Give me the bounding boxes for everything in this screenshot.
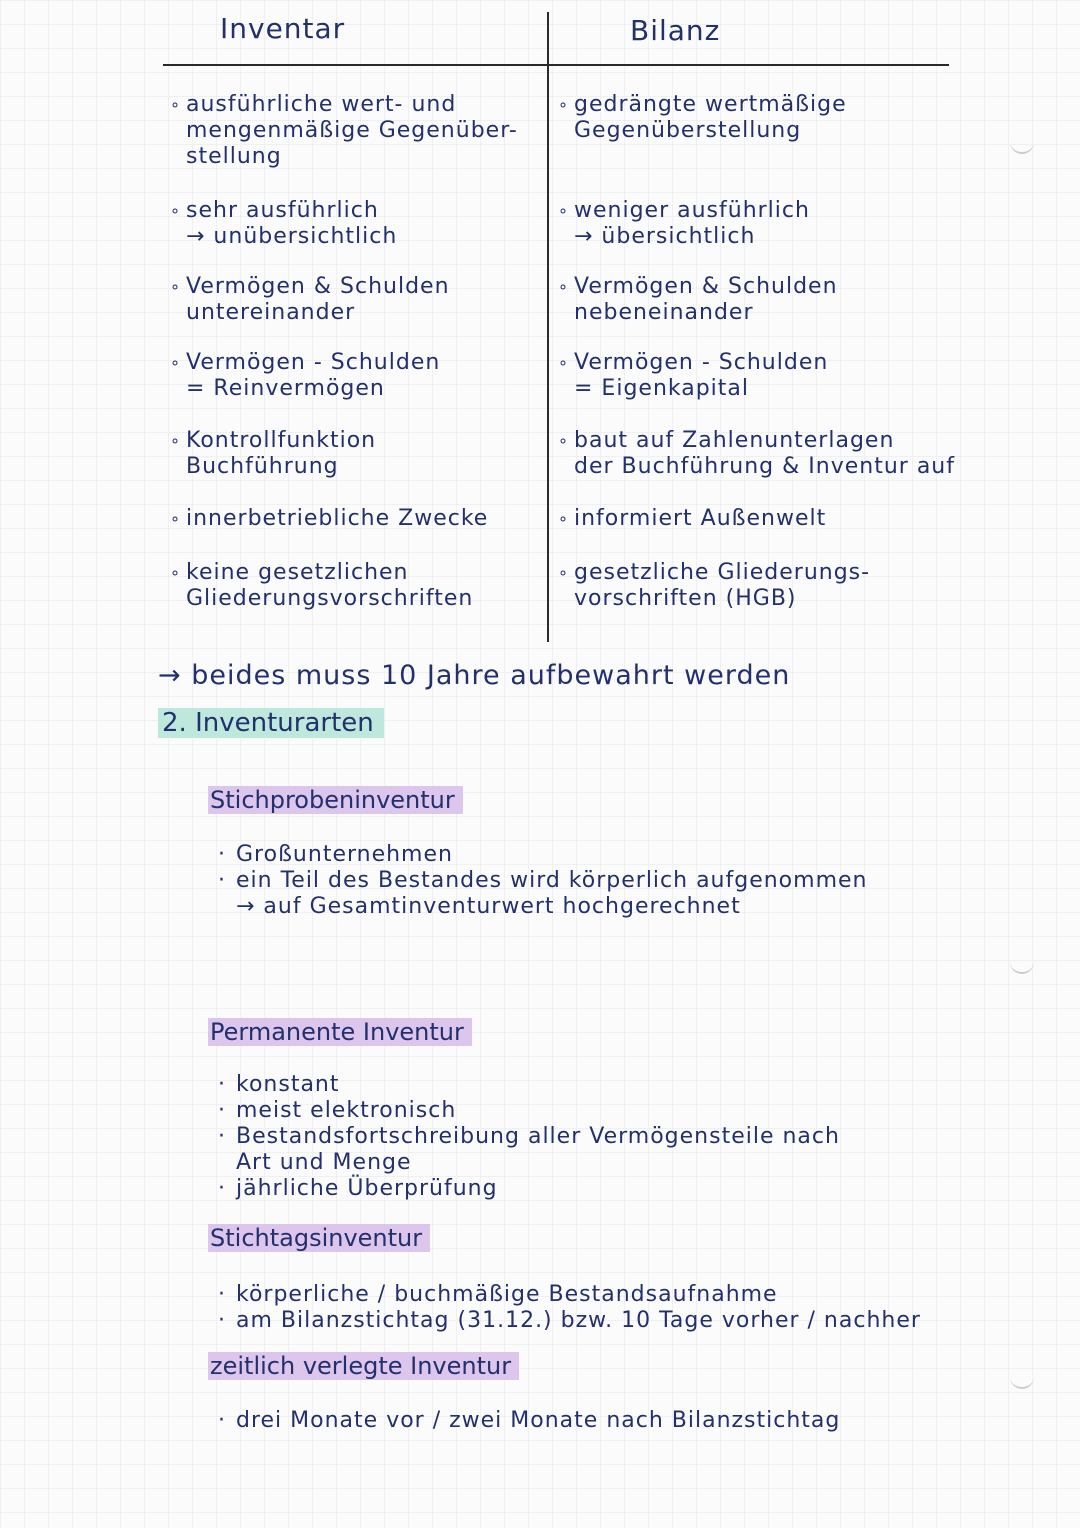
list-item bbox=[218, 1176, 840, 1202]
cell-line: weniger ausführlich bbox=[574, 198, 810, 223]
bullet-icon: ∘ bbox=[170, 431, 182, 450]
bilanz-cell bbox=[558, 92, 847, 144]
cell-line: innerbetriebliche Zwecke bbox=[186, 506, 489, 531]
cell-line: ausführliche wert- und bbox=[186, 92, 457, 117]
bullet-icon: ∘ bbox=[170, 509, 182, 528]
inventar-cell bbox=[170, 198, 398, 250]
inventar-cell bbox=[170, 350, 441, 402]
list-item bbox=[218, 1124, 840, 1176]
cell-line: gedrängte wertmäßige bbox=[574, 92, 847, 117]
list-item-line: · drei Monate vor / zwei Monate nach Bilanzstichtag bbox=[236, 1408, 841, 1433]
list-item-line: · am Bilanzstichtag (31.12.) bzw. 10 Tage vorher / nachher bbox=[236, 1308, 921, 1333]
subsection-title: Permanente Inventur bbox=[208, 1018, 472, 1046]
table-divider-vertical bbox=[547, 12, 549, 642]
cell-line: stellung bbox=[186, 144, 282, 169]
binder-hole bbox=[1010, 140, 1034, 154]
list-item bbox=[218, 868, 868, 920]
list-item bbox=[218, 1308, 921, 1334]
cell-line: mengenmäßige Gegenüber- bbox=[186, 118, 518, 143]
cell-line: = Reinvermögen bbox=[186, 376, 385, 401]
subsection-list bbox=[218, 1282, 921, 1334]
subsection-list bbox=[218, 1072, 840, 1202]
bullet-icon: ∘ bbox=[558, 201, 570, 220]
list-item-line: → auf Gesamtinventurwert hochgerechnet bbox=[236, 894, 741, 919]
cell-line: vorschriften (HGB) bbox=[574, 586, 797, 611]
inventar-cell bbox=[170, 92, 518, 170]
bilanz-cell bbox=[558, 198, 810, 250]
bullet-icon: ∘ bbox=[558, 277, 570, 296]
inventar-cell bbox=[170, 506, 489, 532]
cell-line: Gliederungsvorschriften bbox=[186, 586, 474, 611]
bullet-icon: ∘ bbox=[558, 95, 570, 114]
cell-line: untereinander bbox=[186, 300, 356, 325]
bullet-icon: ∘ bbox=[558, 509, 570, 528]
cell-line: der Buchführung & Inventur auf bbox=[574, 454, 955, 479]
table-divider-horizontal bbox=[163, 64, 949, 66]
bullet-icon: ∘ bbox=[170, 277, 182, 296]
bullet-icon: ∘ bbox=[170, 95, 182, 114]
list-item bbox=[218, 1098, 840, 1124]
cell-line: sehr ausführlich bbox=[186, 198, 379, 223]
inventar-cell bbox=[170, 560, 474, 612]
binder-hole bbox=[1010, 1375, 1034, 1389]
list-item-line: · körperliche / buchmäßige Bestandsaufnahme bbox=[236, 1282, 778, 1307]
cell-line: Buchführung bbox=[186, 454, 339, 479]
cell-line: baut auf Zahlenunterlagen bbox=[574, 428, 895, 453]
bilanz-cell bbox=[558, 428, 955, 480]
list-item-line: · ein Teil des Bestandes wird körperlich aufgenommen bbox=[236, 868, 868, 893]
retention-note: → beides muss 10 Jahre aufbewahrt werden bbox=[158, 660, 791, 691]
cell-line: Vermögen - Schulden bbox=[574, 350, 829, 375]
list-item-line: · konstant bbox=[236, 1072, 340, 1097]
cell-line: informiert Außenwelt bbox=[574, 506, 827, 531]
cell-line: Vermögen & Schulden bbox=[186, 274, 450, 299]
bilanz-cell bbox=[558, 274, 838, 326]
cell-line: nebeneinander bbox=[574, 300, 754, 325]
cell-line: → übersichtlich bbox=[574, 224, 756, 249]
bullet-icon: ∘ bbox=[170, 563, 182, 582]
bullet-icon: ∘ bbox=[170, 201, 182, 220]
header-bilanz: Bilanz bbox=[630, 14, 721, 47]
section-title: 2. Inventurarten bbox=[158, 708, 384, 738]
bilanz-cell bbox=[558, 560, 871, 612]
header-inventar: Inventar bbox=[220, 12, 346, 45]
cell-line: Kontrollfunktion bbox=[186, 428, 377, 453]
list-item bbox=[218, 842, 868, 868]
subsection-list bbox=[218, 1408, 840, 1434]
bullet-icon: ∘ bbox=[558, 563, 570, 582]
list-item-line: · Bestandsfortschreibung aller Vermögensteile nach bbox=[236, 1124, 840, 1149]
list-item bbox=[218, 1408, 840, 1434]
subsection-list bbox=[218, 842, 868, 920]
cell-line: gesetzliche Gliederungs- bbox=[574, 560, 871, 585]
subsection-title: Stichtagsinventur bbox=[208, 1224, 430, 1252]
binder-hole bbox=[1010, 960, 1034, 974]
cell-line: → unübersichtlich bbox=[186, 224, 398, 249]
list-item-line: · meist elektronisch bbox=[236, 1098, 457, 1123]
bullet-icon: ∘ bbox=[558, 353, 570, 372]
list-item-line: · Großunternehmen bbox=[236, 842, 453, 867]
cell-line: keine gesetzlichen bbox=[186, 560, 409, 585]
inventar-cell bbox=[170, 428, 377, 480]
cell-line: Gegenüberstellung bbox=[574, 118, 802, 143]
bilanz-cell bbox=[558, 350, 829, 402]
list-item bbox=[218, 1282, 921, 1308]
cell-line: Vermögen & Schulden bbox=[574, 274, 838, 299]
bullet-icon: ∘ bbox=[170, 353, 182, 372]
list-item bbox=[218, 1072, 840, 1098]
subsection-title: Stichprobeninventur bbox=[208, 786, 463, 814]
cell-line: = Eigenkapital bbox=[574, 376, 750, 401]
bullet-icon: ∘ bbox=[558, 431, 570, 450]
bilanz-cell bbox=[558, 506, 827, 532]
subsection-title: zeitlich verlegte Inventur bbox=[208, 1352, 519, 1380]
inventar-cell bbox=[170, 274, 450, 326]
list-item-line: Art und Menge bbox=[236, 1150, 412, 1175]
list-item-line: · jährliche Überprüfung bbox=[236, 1176, 498, 1201]
cell-line: Vermögen - Schulden bbox=[186, 350, 441, 375]
